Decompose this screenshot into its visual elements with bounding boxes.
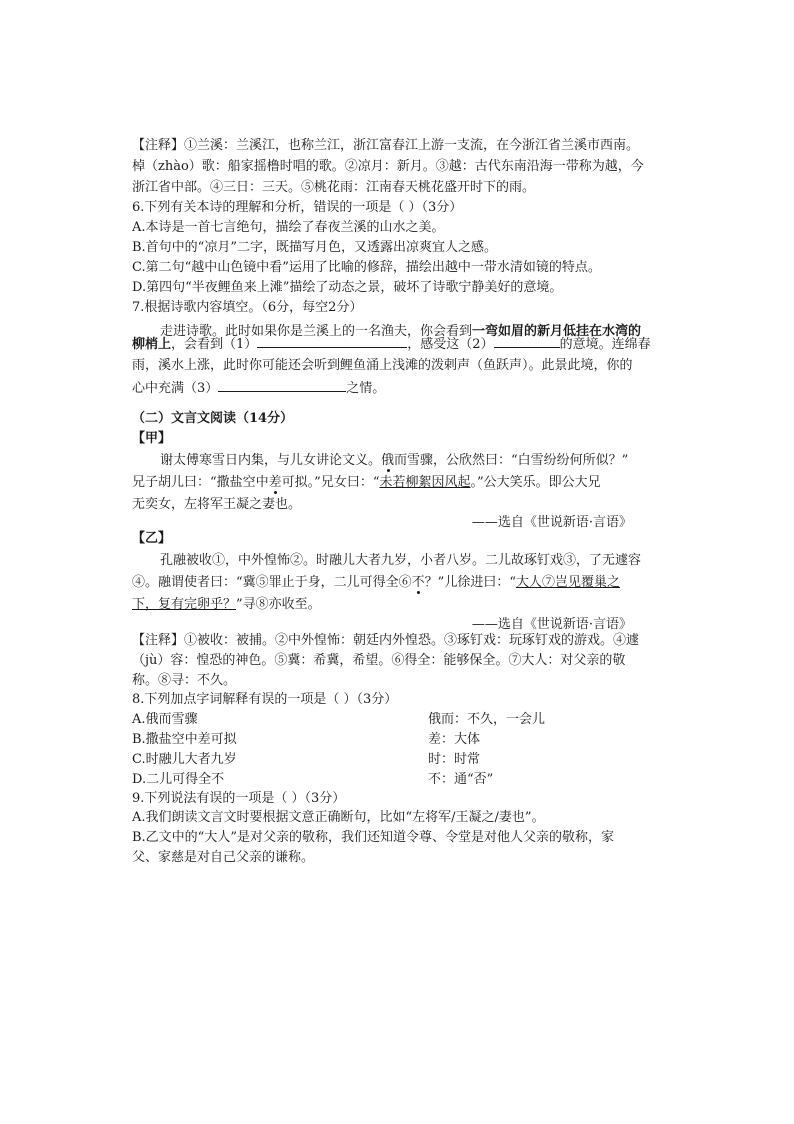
q8-stem: 8.下列加点字词解释有误的一项是（ ）（3分）: [132, 692, 398, 707]
q9-option-b-line-1: B.乙文中的“大人”是对父亲的敬称，我们还知道令尊、令堂是对他人父亲的敬称，家: [132, 830, 614, 845]
yi-underlined-sentence-1: 大人⑦岂见覆巢之: [515, 575, 620, 590]
q6-option-a: A.本诗是一首七言绝句，描绘了春夜兰溪的山水之美。: [132, 220, 445, 235]
q6-option-b: B.首句中的“凉月”二字，既描写月色，又透露出凉爽宜人之感。: [132, 240, 497, 255]
q8-row-d: D.二儿可得全不 不：通“否”: [132, 772, 494, 787]
q7-stem: 7.根据诗歌内容填空。（6分，每空2分）: [132, 300, 363, 315]
poem-note-line-3: 浙江省中部。④三日：三天。⑤桃花雨：江南春天桃花盛开时下的雨。: [132, 180, 536, 195]
q6-option-d: D.第四句“半夜鲤鱼来上滩”描绘了动态之景，破坏了诗歌宁静美好的意境。: [132, 280, 563, 295]
q8-row-c: C.时融儿大者九岁 时：时常: [132, 752, 481, 767]
q6-stem: 6.下列有关本诗的理解和分析，错误的一项是（ ）（3分）: [132, 200, 463, 215]
q7-passage-line-1: 走进诗歌。此时如果你是兰溪上的一名渔夫，你会看到一弯如眉的新月低挂在水湾的: [160, 324, 642, 339]
poem-note-line-1: 【注释】①兰溪：兰溪江，也称兰江，浙江富春江上游一支流，在今浙江省兰溪市西南。: [132, 138, 640, 153]
q7-blank-1[interactable]: [257, 335, 407, 348]
jia-underlined-sentence: 未若柳絮因风起: [379, 475, 471, 490]
passage-note-line-1: 【注释】①被收：被捕。②中外惶怖：朝廷内外惶恐。③琢钉戏：玩琢钉戏的游戏。④遽: [132, 633, 640, 648]
passage-note-line-3: 称。⑧寻：不久。: [132, 673, 237, 688]
q7-blank-2[interactable]: [494, 335, 560, 348]
q7-passage-line-4: 心中充满（3） 之情。: [132, 381, 386, 396]
q7-blank-3[interactable]: [218, 379, 346, 392]
q8-row-b: B.撒盐空中差可拟 差：大体: [132, 732, 481, 747]
passage-note-line-2: （jù）容：惶恐的神色。⑤冀：希冀，希望。⑥得全：能够保全。⑦大人：对父亲的敬: [132, 653, 626, 668]
yi-underlined-sentence-2: 下，复有完卵乎？: [132, 597, 237, 612]
q8-row-a: A.俄而雪骤 俄而：不久，一会儿: [132, 712, 546, 727]
yi-line-2: ④。融谓使者曰：“冀⑤罪止于身，二儿可得全⑥不？”儿徐进曰：“大人⑦岂见覆巢之: [132, 575, 620, 590]
section-2-title: （二）文言文阅读（14分）: [132, 411, 294, 426]
passage-yi-label: 【乙】: [132, 531, 172, 546]
q7-passage-line-3: 雨，溪水上涨，此时你可能还会听到鲤鱼涌上浅滩的泼剌声（鱼跃声）。此景此境，你的: [132, 358, 633, 373]
q9-option-b-line-2: 父、家慈是对自己父亲的谦称。: [132, 850, 315, 865]
jia-source: ——选自《世说新语·言语》: [471, 515, 632, 530]
poem-note-line-2: 棹（zhào）歌：船家摇橹时唱的歌。②凉月：新月。③越：古代东南沿海一带称为越，今: [132, 159, 644, 174]
q9-stem: 9.下列说法有误的一项是（ ）（3分）: [132, 791, 346, 806]
jia-line-1: 谢太傅寒雪日内集，与儿女讲论文义。俄而雪骤，公欣然曰：“白雪纷纷何所似？”: [160, 453, 629, 468]
q7-emphasis-text: 一弯如眉的新月低挂在水湾的: [472, 324, 642, 339]
q9-option-a: A.我们朗读文言文时要根据文意正确断句，比如“左将军/王凝之/妻也”。: [132, 810, 545, 825]
yi-line-3: 下，复有完卵乎？”寻⑧亦收至。: [132, 597, 321, 612]
jia-line-2: 兄子胡儿曰：“撒盐空中差可拟。”兄女曰：“未若柳絮因风起。”公大笑乐。即公大兄: [132, 475, 601, 490]
yi-source: ——选自《世说新语·言语》: [471, 617, 632, 632]
q6-option-c: C.第二句“越中山色镜中看”运用了比喻的修辞，描绘出越中一带水清如镜的特点。: [132, 260, 601, 275]
passage-jia-label: 【甲】: [132, 431, 172, 446]
jia-line-3: 无奕女，左将军王凝之妻也。: [132, 497, 302, 512]
q7-passage-line-2: 柳梢上，会看到（1） ，感受这（2） 的意境。连绵春: [132, 337, 651, 352]
yi-line-1: 孔融被收①，中外惶怖②。时融儿大者九岁，小者八岁。二儿故琢钉戏③，了无遽容: [160, 553, 642, 568]
